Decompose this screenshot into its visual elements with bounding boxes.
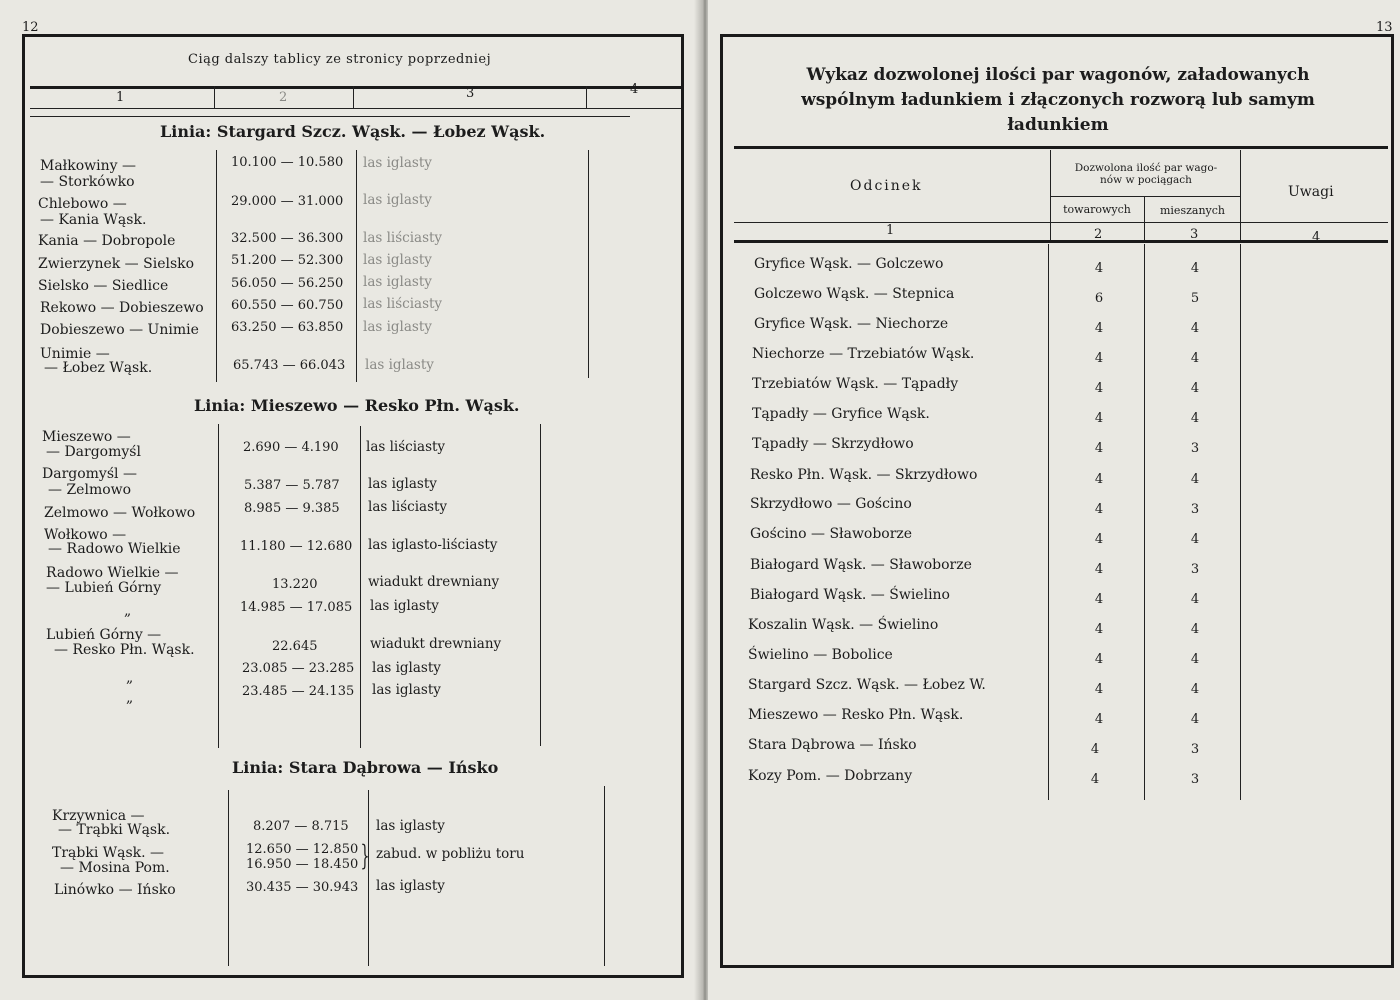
km-range: 8.985 — 9.385 xyxy=(244,501,340,516)
segment-line: — Storkówko xyxy=(40,174,135,190)
col-header-3: 3 xyxy=(466,86,475,101)
col-header-4: 4 xyxy=(630,82,639,97)
km-range: 2.690 — 4.190 xyxy=(243,440,339,455)
odcinek-cell: Trzebiatów Wąsk. — Tąpadły xyxy=(752,376,959,392)
towarowych-cell: 4 xyxy=(1094,682,1104,697)
header-rule-bottom xyxy=(30,108,681,109)
towarowych-cell: 4 xyxy=(1094,592,1104,607)
description: las iglasty xyxy=(372,682,441,698)
segment-line: Małkowiny — xyxy=(40,158,136,174)
towarowych-cell: 4 xyxy=(1094,502,1104,517)
description: las iglasty xyxy=(372,660,441,676)
sec2-divider-2 xyxy=(360,426,361,748)
col-number-4: 4 xyxy=(1312,230,1321,245)
header-divider-uwagi xyxy=(1240,150,1241,240)
km-range: 8.207 — 8.715 xyxy=(253,819,349,834)
header-rule-under xyxy=(30,116,630,117)
segment-line: Krzywnica — xyxy=(52,808,145,824)
header-towarowych: towarowych xyxy=(1063,203,1131,216)
km-range: 14.985 — 17.085 xyxy=(240,600,353,615)
description: las iglasty xyxy=(370,598,439,614)
towarowych-cell: 4 xyxy=(1090,772,1100,787)
sec3-divider-1 xyxy=(228,790,229,966)
description: wiadukt drewniany xyxy=(370,636,502,652)
description: las iglasty xyxy=(368,476,437,492)
mieszanych-cell: 4 xyxy=(1190,472,1200,487)
sec1-divider-2 xyxy=(356,150,357,382)
segment-line: Mieszewo — xyxy=(42,429,131,445)
segment-line: — Trąbki Wąsk. xyxy=(58,822,171,838)
odcinek-cell: Tąpadły — Gryfice Wąsk. xyxy=(752,406,930,422)
km-range: 29.000 — 31.000 xyxy=(231,194,344,209)
segment-line: Dargomyśl — xyxy=(42,466,137,482)
description: las liściasty xyxy=(363,296,443,312)
km-range: 32.500 — 36.300 xyxy=(231,231,344,246)
col-number-2: 2 xyxy=(1094,227,1103,242)
odcinek-cell: Stargard Szcz. Wąsk. — Łobez W. xyxy=(748,677,986,693)
section-title-mieszewo: Linia: Mieszewo — Resko Płn. Wąsk. xyxy=(194,396,520,415)
segment-line: — Łobez Wąsk. xyxy=(44,360,153,376)
col-header-2: 2 xyxy=(279,90,288,105)
body-divider-1 xyxy=(1048,244,1049,800)
km-range: 23.485 — 24.135 xyxy=(242,684,355,699)
km-range: 10.100 — 10.580 xyxy=(231,155,344,170)
header-divider-sub xyxy=(1144,196,1145,240)
sec3-divider-2 xyxy=(368,790,369,966)
header-rule-sub xyxy=(1050,196,1240,197)
towarowych-cell: 4 xyxy=(1094,622,1104,637)
segment-line: Unimie — xyxy=(40,346,110,362)
mieszanych-cell: 3 xyxy=(1190,562,1200,577)
towarowych-cell: 4 xyxy=(1094,351,1104,366)
header-rule-numbers xyxy=(734,222,1388,223)
km-range-second: 16.950 — 18.450 xyxy=(246,857,359,872)
header-mieszanych: mieszanych xyxy=(1159,204,1225,217)
body-divider-2 xyxy=(1144,244,1145,800)
km-range: 30.435 — 30.943 xyxy=(246,880,359,895)
segment-line: — Resko Płn. Wąsk. xyxy=(54,642,195,658)
description: las liściasty xyxy=(368,499,448,515)
header-divider-odcinek xyxy=(1050,150,1051,240)
description: wiadukt drewniany xyxy=(368,574,500,590)
odcinek-cell: Stara Dąbrowa — Ińsko xyxy=(748,737,917,753)
description: las iglasty xyxy=(363,252,432,268)
sec1-divider-3 xyxy=(588,150,589,378)
segment-line: — Lubień Górny xyxy=(46,580,162,596)
col-number-3: 3 xyxy=(1190,227,1199,242)
towarowych-cell: 4 xyxy=(1094,381,1104,396)
sec2-divider-3 xyxy=(540,424,541,746)
segment-line: Wołkowo — xyxy=(44,527,127,543)
odcinek-cell: Gościno — Sławoborze xyxy=(750,526,913,542)
mieszanych-cell: 4 xyxy=(1190,411,1200,426)
towarowych-cell: 4 xyxy=(1094,562,1104,577)
segment-line: — Kania Wąsk. xyxy=(40,212,147,228)
towarowych-cell: 6 xyxy=(1094,291,1104,306)
description: zabud. w pobliżu toru xyxy=(376,846,525,862)
ditto-mark: „ xyxy=(124,603,132,619)
header-divider-3 xyxy=(586,86,587,108)
segment-line: — Mosina Pom. xyxy=(60,860,170,876)
description: las iglasty xyxy=(363,274,432,290)
odcinek-cell: Białogard Wąsk. — Świelino xyxy=(750,587,950,603)
description: las liściasty xyxy=(363,230,443,246)
odcinek-cell: Niechorze — Trzebiatów Wąsk. xyxy=(752,346,975,362)
sec1-divider-1 xyxy=(216,150,217,382)
header-rule-top xyxy=(734,146,1388,149)
odcinek-cell: Kozy Pom. — Dobrzany xyxy=(748,768,913,784)
description: las iglasto-liściasty xyxy=(368,537,498,553)
odcinek-cell: Skrzydłowo — Gościno xyxy=(750,496,912,512)
towarowych-cell: 4 xyxy=(1094,441,1104,456)
description: las iglasty xyxy=(363,319,432,335)
description: las iglasty xyxy=(363,192,432,208)
col-number-1: 1 xyxy=(886,223,895,238)
odcinek-cell: Tąpadły — Skrzydłowo xyxy=(752,436,914,452)
segment-line: Trąbki Wąsk. — xyxy=(52,845,165,861)
km-range: 51.200 — 52.300 xyxy=(231,253,344,268)
km-range: 22.645 xyxy=(272,639,318,654)
km-range: 12.650 — 12.850 xyxy=(246,842,359,857)
description: las iglasty xyxy=(363,155,432,171)
towarowych-cell: 4 xyxy=(1094,321,1104,336)
description: las iglasty xyxy=(376,878,445,894)
odcinek-cell: Koszalin Wąsk. — Świelino xyxy=(748,617,939,633)
segment-line: Chlebowo — xyxy=(38,196,127,212)
segment-line: Rekowo — Dobieszewo xyxy=(40,300,204,316)
header-odcinek: Odcinek xyxy=(850,178,923,194)
description: las iglasty xyxy=(365,357,434,373)
segment-line: — Zelmowo xyxy=(48,482,132,498)
description: las liściasty xyxy=(366,439,446,455)
mieszanych-cell: 5 xyxy=(1190,291,1200,306)
header-rule-bottom xyxy=(734,240,1388,243)
towarowych-cell: 4 xyxy=(1094,652,1104,667)
segment-line: — Radowo Wielkie xyxy=(48,541,181,557)
body-divider-3 xyxy=(1240,244,1241,800)
header-allowed-line-1: Dozwolona ilość par wago- xyxy=(1074,162,1218,174)
mieszanych-cell: 4 xyxy=(1190,652,1200,667)
odcinek-cell: Golczewo Wąsk. — Stepnica xyxy=(754,286,955,302)
towarowych-cell: 4 xyxy=(1090,742,1100,757)
towarowych-cell: 4 xyxy=(1094,472,1104,487)
odcinek-cell: Białogard Wąsk. — Sławoborze xyxy=(750,557,972,573)
km-range: 23.085 — 23.285 xyxy=(242,661,355,676)
header-divider-1 xyxy=(214,86,215,108)
segment-line: Kania — Dobropole xyxy=(38,233,176,249)
mieszanych-cell: 4 xyxy=(1190,351,1200,366)
mieszanych-cell: 4 xyxy=(1190,682,1200,697)
ditto-mark: „ xyxy=(126,690,134,706)
km-range: 60.550 — 60.750 xyxy=(231,298,344,313)
description: las iglasty xyxy=(376,818,445,834)
right-page xyxy=(708,0,1400,1000)
segment-line: Radowo Wielkie — xyxy=(46,565,179,581)
km-range: 5.387 — 5.787 xyxy=(244,478,340,493)
mieszanych-cell: 4 xyxy=(1190,321,1200,336)
towarowych-cell: 4 xyxy=(1094,712,1104,727)
mieszanych-cell: 4 xyxy=(1190,261,1200,276)
header-allowed-line-2: nów w pociągach xyxy=(1100,174,1192,186)
wykaz-title-line-1: Wykaz dozwolonej ilości par wagonów, załadowanych xyxy=(806,65,1310,85)
km-range: 56.050 — 56.250 xyxy=(231,276,344,291)
odcinek-cell: Mieszewo — Resko Płn. Wąsk. xyxy=(748,707,964,723)
ditto-mark: „ xyxy=(126,670,134,686)
km-range: 13.220 xyxy=(272,577,318,592)
mieszanych-cell: 4 xyxy=(1190,712,1200,727)
header-divider-2 xyxy=(353,86,354,108)
mieszanych-cell: 3 xyxy=(1190,772,1200,787)
segment-line: Lubień Górny — xyxy=(46,627,162,643)
odcinek-cell: Resko Płn. Wąsk. — Skrzydłowo xyxy=(750,467,978,483)
segment-line: Zelmowo — Wołkowo xyxy=(44,505,196,521)
section-title-stargard: Linia: Stargard Szcz. Wąsk. — Łobez Wąsk. xyxy=(160,122,546,141)
header-rule-top xyxy=(30,86,681,89)
wykaz-title-line-2: wspólnym ładunkiem i złączonych rozworą lub samym xyxy=(801,90,1315,110)
segment-line: Linówko — Ińsko xyxy=(54,882,176,898)
page-number-right: 13 xyxy=(1376,20,1393,35)
segment-line: Sielsko — Siedlice xyxy=(38,278,169,294)
sec2-divider-1 xyxy=(218,424,219,748)
km-range: 63.250 — 63.850 xyxy=(231,320,344,335)
mieszanych-cell: 4 xyxy=(1190,532,1200,547)
brace-mark: } xyxy=(360,839,370,872)
towarowych-cell: 4 xyxy=(1094,532,1104,547)
km-range: 65.743 — 66.043 xyxy=(233,358,346,373)
mieszanych-cell: 3 xyxy=(1190,742,1200,757)
towarowych-cell: 4 xyxy=(1094,261,1104,276)
wykaz-title-line-3: ładunkiem xyxy=(1007,115,1109,135)
mieszanych-cell: 3 xyxy=(1190,441,1200,456)
header-uwagi: Uwagi xyxy=(1288,184,1334,200)
page-number-left: 12 xyxy=(22,20,39,35)
mieszanych-cell: 3 xyxy=(1190,502,1200,517)
towarowych-cell: 4 xyxy=(1094,411,1104,426)
odcinek-cell: Świelino — Bobolice xyxy=(748,647,893,663)
segment-line: Zwierzynek — Sielsko xyxy=(38,256,195,272)
mieszanych-cell: 4 xyxy=(1190,592,1200,607)
sec3-divider-3 xyxy=(604,786,605,966)
odcinek-cell: Gryfice Wąsk. — Niechorze xyxy=(754,316,949,332)
km-range: 11.180 — 12.680 xyxy=(240,539,353,554)
segment-line: Dobieszewo — Unimie xyxy=(40,322,199,338)
segment-line: — Dargomyśl xyxy=(46,444,141,460)
odcinek-cell: Gryfice Wąsk. — Golczewo xyxy=(754,256,944,272)
mieszanych-cell: 4 xyxy=(1190,622,1200,637)
mieszanych-cell: 4 xyxy=(1190,381,1200,396)
section-title-stara-dabrowa: Linia: Stara Dąbrowa — Ińsko xyxy=(232,758,499,777)
continuation-note: Ciąg dalszy tablicy ze stronicy poprzedniej xyxy=(188,52,492,67)
col-header-1: 1 xyxy=(116,90,125,105)
